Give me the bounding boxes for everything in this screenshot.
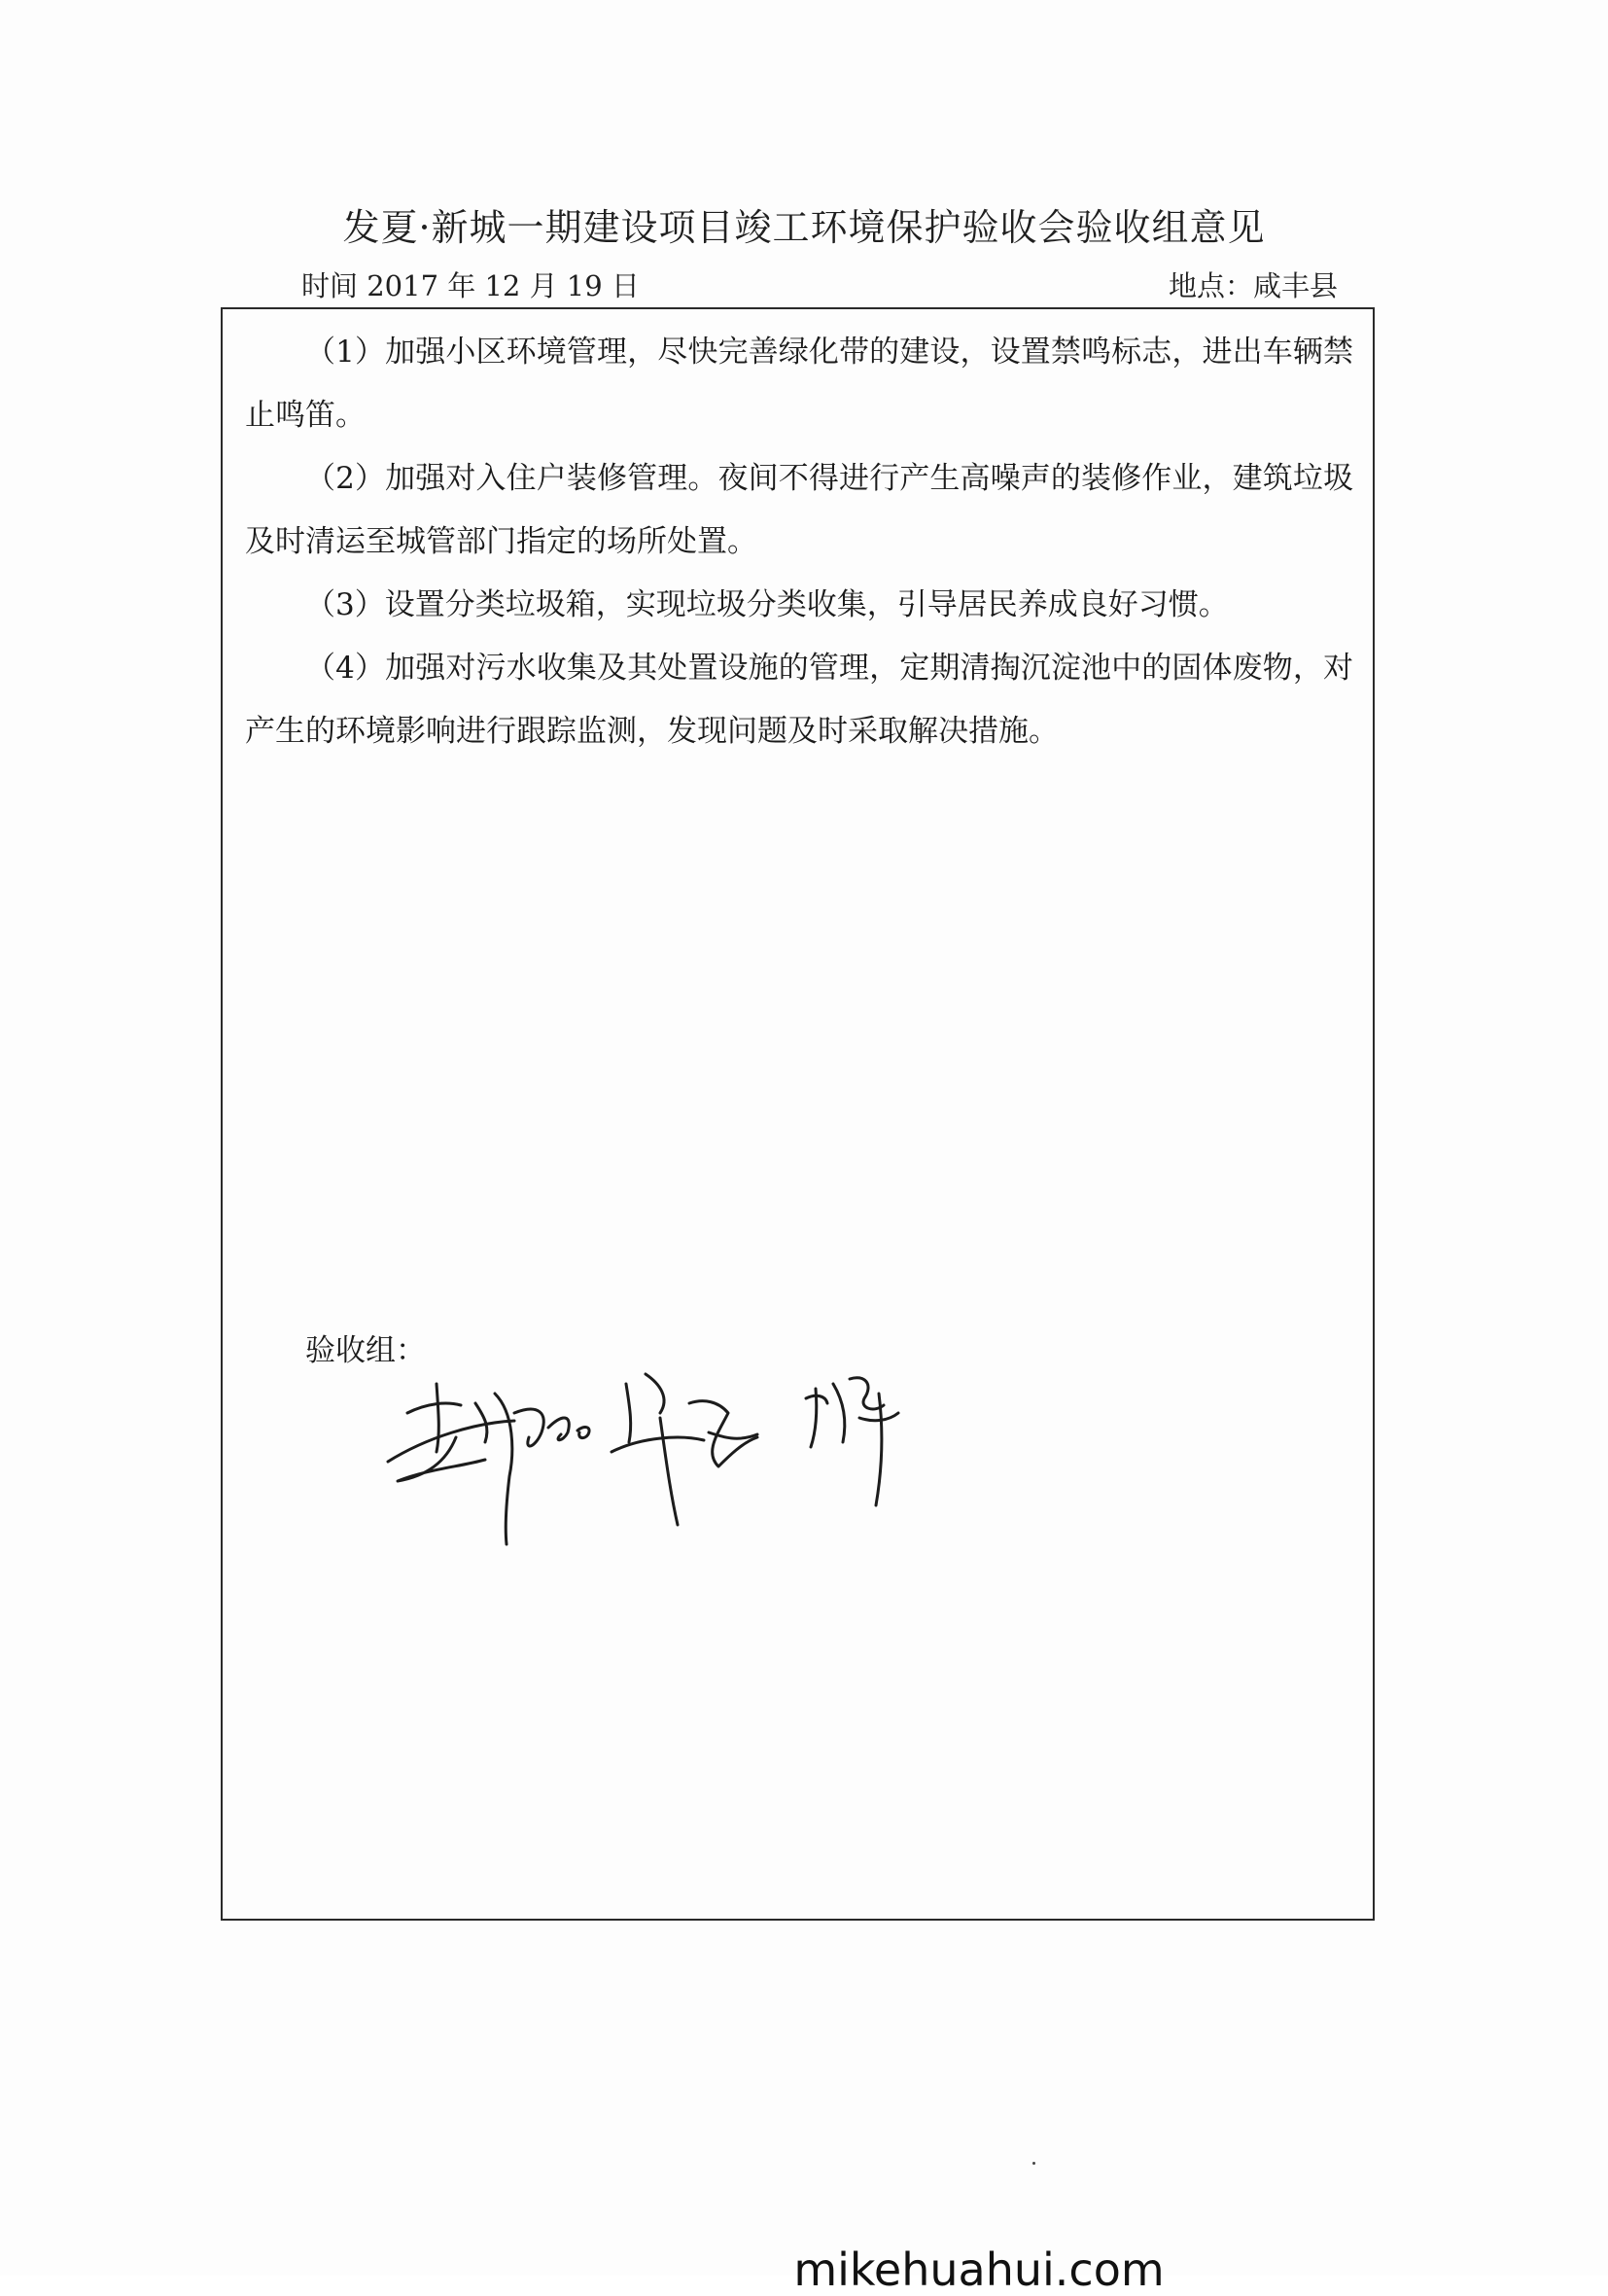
meeting-time: 时间 2017 年 12 月 19 日	[301, 269, 640, 302]
signature-1	[388, 1384, 589, 1544]
watermark: mikehuahui.com	[793, 2243, 1165, 2296]
acceptance-group-label: 验收组：	[305, 1333, 426, 1368]
opinion-item-1: （1）加强小区环境管理，尽快完善绿化带的建设，设置禁鸣标志，进出车辆禁止鸣笛。	[245, 335, 1353, 433]
meeting-place: 地点：咸丰县	[1168, 269, 1338, 302]
signature-2	[612, 1374, 757, 1525]
opinion-list	[245, 321, 1353, 763]
opinion-box	[221, 307, 1375, 1921]
opinion-item-2: （2）加强对入住户装修管理。夜间不得进行产生高噪声的装修作业，建筑垃圾及时清运至城管部门指定的场所处置。	[245, 461, 1353, 559]
opinion-item-3: （3）设置分类垃圾箱，实现垃圾分类收集，引导居民养成良好习惯。	[305, 587, 1229, 622]
scan-speck	[1032, 2162, 1035, 2165]
document-title: 发夏·新城一期建设项目竣工环境保护验收会验收组意见	[342, 206, 1266, 249]
signature-3	[806, 1378, 898, 1505]
handwritten-signatures	[368, 1345, 913, 1569]
opinion-item-4: （4）加强对污水收集及其处置设施的管理，定期清掏沉淀池中的固体废物，对产生的环境影响进行跟踪监测，发现问题及时采取解决措施。	[245, 651, 1353, 749]
